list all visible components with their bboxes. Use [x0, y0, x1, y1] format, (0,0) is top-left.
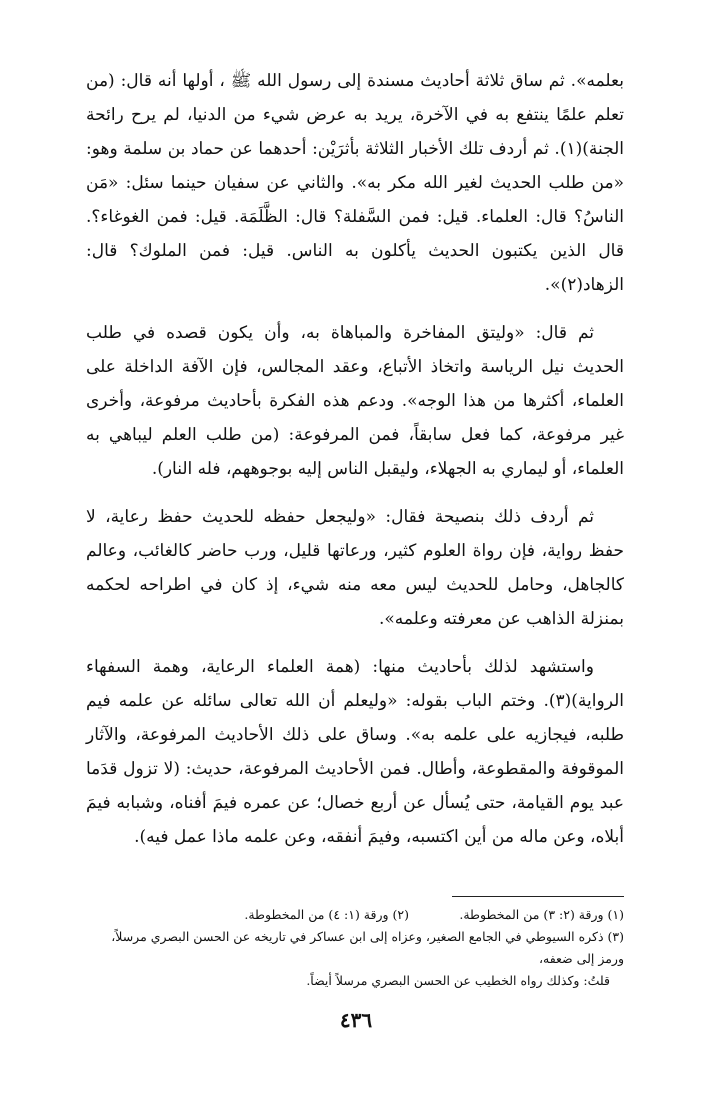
- footnote-1: (١) ورقة (٢: ٣) من المخطوطة.: [459, 907, 624, 922]
- paragraph-2: ثم قال: «وليتق المفاخرة والمباهاة به، وأن يكون قصده في طلب الحديث نيل الرياسة واتخاذ الأتباع، وعقد المجالس، فإن الآفة الداخلة على العلماء، أكثرها من هذا الوجه». ودعم هذه الفكرة بأحاديث مرفوعة، وأخرى غير مرفوعة، كما فعل سابقاً، فمن المرفوعة: (من طلب العلم ليباهي به العلماء، أو ليماري به الجهلاء، وليقبل الناس إليه بوجوههم، فله النار).: [86, 323, 624, 479]
- page-number: ٤٣٦: [339, 1008, 373, 1032]
- footnote-2: (٢) ورقة (١: ٤) من المخطوطة.: [244, 907, 409, 922]
- footnote-3: (٣) ذكره السيوطي في الجامع الصغير، وعزاه إلى ابن عساكر في تاريخه عن الحسن البصري مرسلاً، ورمز إلى ضعفه،: [111, 929, 624, 966]
- footnote-3-continued: قلتُ: وكذلك رواه الخطيب عن الحسن البصري مرسلاً أيضاً.: [306, 973, 610, 988]
- paragraph-1: بعلمه». ثم ساق ثلاثة أحاديث مسندة إلى رسول الله ﷺ ، أولها أنه قال: (من تعلم علمًا ينتفع به في الآخرة، يريد به عرض شيء من الدنيا، لم يرح رائحة الجنة)(١). ثم أردف تلك الأخبار الثلاثة بأثرَيْن: أحدهما عن حماد بن سلمة وهو: «من طلب الحديث لغير الله مكر به». والثاني عن سفيان حينما سئل: «مَن الناسُ؟ قال: العلماء. قيل: فمن السَّفلة؟ قال: الظَّلَمَة. قيل: فمن الغوغاء؟. قال الذين يكتبون الحديث يأكلون به الناس. قيل: فمن الملوك؟ قال: الزهاد(٢)».: [86, 71, 624, 295]
- footnote-separator: [452, 896, 624, 897]
- footnote-row: [86, 904, 624, 926]
- paragraph-3: ثم أردف ذلك بنصيحة فقال: «وليجعل حفظه للحديث حفظ رعاية، لا حفظ رواية، فإن رواة العلوم كثير، ورعاتها قليل، ورب حاضر كالغائب، وعالم كالجاهل، وحامل للحديث ليس معه منه شيء، إذ كان في اطراحه لحكمه بمنزلة الذاهب عن معرفته وعلمه».: [86, 507, 624, 629]
- paragraph-4: واستشهد لذلك بأحاديث منها: (همة العلماء الرعاية، وهمة السفهاء الرواية)(٣). وختم الباب بقوله: «وليعلم أن الله تعالى سائله عن علمه فيم طلبه، فيجازيه على علمه به». وساق على ذلك الأحاديث المرفوعة، والآثار الموقوفة والمقطوعة، وأطال. فمن الأحاديث المرفوعة، حديث: (لا تزول قدَما عبد يوم القيامة، حتى يُسأل عن أربع خصال؛ عن عمره فيمَ أفناه، وشبابه فيمَ أبلاه، وعن ماله من أين اكتسبه، وفيمَ أنفقه، وعن علمه ماذا عمل فيه).: [86, 657, 624, 847]
- footnotes: [86, 904, 624, 992]
- main-text: [86, 64, 624, 854]
